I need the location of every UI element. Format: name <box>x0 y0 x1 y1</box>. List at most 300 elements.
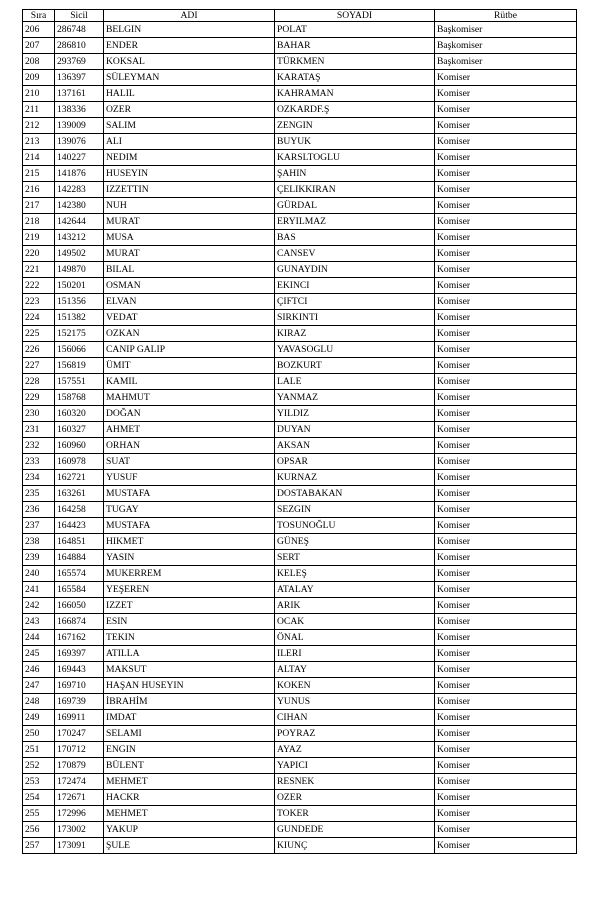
cell-sicil: 164851 <box>55 534 104 550</box>
cell-adi: MURAT <box>104 246 275 262</box>
header-sira: Sıra <box>23 10 55 22</box>
cell-sira: 219 <box>23 230 55 246</box>
cell-rutbe: Komiser <box>435 278 577 294</box>
cell-rutbe: Komiser <box>435 694 577 710</box>
cell-sira: 223 <box>23 294 55 310</box>
cell-sira: 207 <box>23 38 55 54</box>
cell-sicil: 160327 <box>55 422 104 438</box>
cell-adi: IMDAT <box>104 710 275 726</box>
cell-sicil: 160320 <box>55 406 104 422</box>
cell-soyadi: KELEŞ <box>275 566 435 582</box>
cell-adi: MEHMET <box>104 774 275 790</box>
table-row <box>23 454 577 470</box>
cell-soyadi: AKSAN <box>275 438 435 454</box>
table-row <box>23 662 577 678</box>
cell-rutbe: Komiser <box>435 422 577 438</box>
cell-soyadi: CANSEV <box>275 246 435 262</box>
cell-adi: NUH <box>104 198 275 214</box>
cell-rutbe: Komiser <box>435 630 577 646</box>
cell-sicil: 172671 <box>55 790 104 806</box>
cell-sira: 248 <box>23 694 55 710</box>
header-rutbe: Rütbe <box>435 10 577 22</box>
table-row <box>23 550 577 566</box>
cell-rutbe: Komiser <box>435 390 577 406</box>
cell-rutbe: Komiser <box>435 550 577 566</box>
cell-sicil: 172996 <box>55 806 104 822</box>
cell-soyadi: ÇELIKKIRAN <box>275 182 435 198</box>
table-body <box>23 22 577 854</box>
cell-sicil: 151356 <box>55 294 104 310</box>
table-row <box>23 518 577 534</box>
cell-rutbe: Komiser <box>435 214 577 230</box>
table-row <box>23 838 577 854</box>
cell-rutbe: Komiser <box>435 566 577 582</box>
cell-sira: 256 <box>23 822 55 838</box>
cell-sicil: 170712 <box>55 742 104 758</box>
cell-rutbe: Komiser <box>435 406 577 422</box>
cell-sira: 251 <box>23 742 55 758</box>
cell-rutbe: Komiser <box>435 598 577 614</box>
cell-adi: IZZET <box>104 598 275 614</box>
cell-sira: 210 <box>23 86 55 102</box>
cell-soyadi: KOKEN <box>275 678 435 694</box>
table-row <box>23 198 577 214</box>
cell-soyadi: SEZGIN <box>275 502 435 518</box>
table-row <box>23 790 577 806</box>
cell-adi: KOKSAL <box>104 54 275 70</box>
table-row <box>23 86 577 102</box>
cell-adi: ESIN <box>104 614 275 630</box>
cell-sira: 211 <box>23 102 55 118</box>
cell-adi: BÜLENT <box>104 758 275 774</box>
cell-sira: 237 <box>23 518 55 534</box>
cell-sicil: 142380 <box>55 198 104 214</box>
cell-soyadi: GÜNEŞ <box>275 534 435 550</box>
cell-sira: 215 <box>23 166 55 182</box>
cell-sira: 254 <box>23 790 55 806</box>
cell-adi: ŞULE <box>104 838 275 854</box>
cell-sicil: 160978 <box>55 454 104 470</box>
cell-soyadi: TOKER <box>275 806 435 822</box>
cell-soyadi: POYRAZ <box>275 726 435 742</box>
cell-sira: 212 <box>23 118 55 134</box>
cell-rutbe: Komiser <box>435 246 577 262</box>
cell-sicil: 156066 <box>55 342 104 358</box>
cell-adi: YEŞEREN <box>104 582 275 598</box>
cell-adi: ELVAN <box>104 294 275 310</box>
cell-sicil: 286748 <box>55 22 104 38</box>
cell-soyadi: BOZKURT <box>275 358 435 374</box>
cell-adi: MUSTAFA <box>104 486 275 502</box>
cell-adi: MAHMUT <box>104 390 275 406</box>
table-row <box>23 54 577 70</box>
cell-soyadi: LALE <box>275 374 435 390</box>
table-row <box>23 22 577 38</box>
cell-sicil: 165584 <box>55 582 104 598</box>
cell-rutbe: Komiser <box>435 582 577 598</box>
cell-rutbe: Komiser <box>435 198 577 214</box>
cell-sira: 235 <box>23 486 55 502</box>
cell-sicil: 156819 <box>55 358 104 374</box>
cell-rutbe: Komiser <box>435 374 577 390</box>
cell-soyadi: DOSTABAKAN <box>275 486 435 502</box>
cell-adi: HACKR <box>104 790 275 806</box>
table-header-row <box>23 10 577 22</box>
cell-sira: 229 <box>23 390 55 406</box>
cell-sicil: 166050 <box>55 598 104 614</box>
table-row <box>23 566 577 582</box>
cell-sicil: 141876 <box>55 166 104 182</box>
cell-rutbe: Komiser <box>435 678 577 694</box>
cell-rutbe: Komiser <box>435 742 577 758</box>
cell-sira: 227 <box>23 358 55 374</box>
table-row <box>23 150 577 166</box>
table-row <box>23 630 577 646</box>
cell-sira: 250 <box>23 726 55 742</box>
cell-soyadi: CIHAN <box>275 710 435 726</box>
table-row <box>23 758 577 774</box>
cell-sira: 246 <box>23 662 55 678</box>
cell-sicil: 169710 <box>55 678 104 694</box>
cell-sicil: 164884 <box>55 550 104 566</box>
cell-rutbe: Komiser <box>435 790 577 806</box>
cell-rutbe: Komiser <box>435 134 577 150</box>
cell-rutbe: Komiser <box>435 310 577 326</box>
cell-rutbe: Komiser <box>435 166 577 182</box>
cell-sicil: 137161 <box>55 86 104 102</box>
cell-soyadi: BAS <box>275 230 435 246</box>
cell-rutbe: Komiser <box>435 774 577 790</box>
table-row <box>23 342 577 358</box>
cell-soyadi: ILERI <box>275 646 435 662</box>
cell-adi: SUAT <box>104 454 275 470</box>
cell-rutbe: Başkomiser <box>435 22 577 38</box>
table-row <box>23 646 577 662</box>
cell-adi: DOĞAN <box>104 406 275 422</box>
cell-sira: 220 <box>23 246 55 262</box>
cell-rutbe: Komiser <box>435 486 577 502</box>
cell-sira: 238 <box>23 534 55 550</box>
cell-adi: HAŞAN HUSEYIN <box>104 678 275 694</box>
cell-sira: 233 <box>23 454 55 470</box>
cell-soyadi: KURNAZ <box>275 470 435 486</box>
table-row <box>23 246 577 262</box>
cell-soyadi: BAHAR <box>275 38 435 54</box>
table-row <box>23 534 577 550</box>
cell-adi: BELGIN <box>104 22 275 38</box>
cell-sira: 243 <box>23 614 55 630</box>
cell-soyadi: ARIK <box>275 598 435 614</box>
cell-adi: ALI <box>104 134 275 150</box>
cell-sira: 228 <box>23 374 55 390</box>
cell-sira: 257 <box>23 838 55 854</box>
header-soyadi: SOYADI <box>275 10 435 22</box>
cell-sicil: 139076 <box>55 134 104 150</box>
cell-sicil: 149502 <box>55 246 104 262</box>
cell-adi: VEDAT <box>104 310 275 326</box>
cell-adi: SALIM <box>104 118 275 134</box>
cell-sira: 224 <box>23 310 55 326</box>
cell-sira: 208 <box>23 54 55 70</box>
cell-rutbe: Başkomiser <box>435 54 577 70</box>
cell-adi: MAKSUT <box>104 662 275 678</box>
cell-sicil: 169911 <box>55 710 104 726</box>
cell-soyadi: TOSUNOĞLU <box>275 518 435 534</box>
cell-sicil: 142283 <box>55 182 104 198</box>
table-row <box>23 390 577 406</box>
table-row <box>23 70 577 86</box>
cell-rutbe: Komiser <box>435 838 577 854</box>
cell-sicil: 173002 <box>55 822 104 838</box>
cell-soyadi: ATALAY <box>275 582 435 598</box>
table-row <box>23 710 577 726</box>
cell-rutbe: Komiser <box>435 86 577 102</box>
cell-rutbe: Komiser <box>435 150 577 166</box>
table-row <box>23 582 577 598</box>
cell-rutbe: Komiser <box>435 342 577 358</box>
cell-soyadi: KARSLTOGLU <box>275 150 435 166</box>
cell-soyadi: YAVASOGLU <box>275 342 435 358</box>
table-row <box>23 294 577 310</box>
cell-adi: YASIN <box>104 550 275 566</box>
cell-sicil: 166874 <box>55 614 104 630</box>
cell-adi: OSMAN <box>104 278 275 294</box>
cell-rutbe: Komiser <box>435 614 577 630</box>
cell-rutbe: Komiser <box>435 70 577 86</box>
cell-sicil: 169739 <box>55 694 104 710</box>
table-row <box>23 486 577 502</box>
cell-sicil: 167162 <box>55 630 104 646</box>
cell-sicil: 138336 <box>55 102 104 118</box>
cell-sicil: 150201 <box>55 278 104 294</box>
table-row <box>23 614 577 630</box>
table-row <box>23 358 577 374</box>
cell-sira: 253 <box>23 774 55 790</box>
table-row <box>23 406 577 422</box>
cell-soyadi: GUNAYDIN <box>275 262 435 278</box>
cell-sicil: 162721 <box>55 470 104 486</box>
header-adi: ADI <box>104 10 275 22</box>
table-row <box>23 326 577 342</box>
table-row <box>23 182 577 198</box>
cell-sira: 206 <box>23 22 55 38</box>
cell-soyadi: KIUNÇ <box>275 838 435 854</box>
cell-adi: SELAMI <box>104 726 275 742</box>
cell-rutbe: Komiser <box>435 646 577 662</box>
cell-adi: KAMIL <box>104 374 275 390</box>
cell-adi: YUSUF <box>104 470 275 486</box>
cell-sicil: 158768 <box>55 390 104 406</box>
cell-adi: CANIP GALIP <box>104 342 275 358</box>
cell-sicil: 149870 <box>55 262 104 278</box>
cell-rutbe: Komiser <box>435 182 577 198</box>
cell-sira: 241 <box>23 582 55 598</box>
table-row <box>23 726 577 742</box>
cell-adi: NEDIM <box>104 150 275 166</box>
cell-sira: 216 <box>23 182 55 198</box>
cell-rutbe: Komiser <box>435 326 577 342</box>
table-row <box>23 134 577 150</box>
cell-sira: 242 <box>23 598 55 614</box>
cell-rutbe: Başkomiser <box>435 38 577 54</box>
table-row <box>23 806 577 822</box>
cell-sicil: 139009 <box>55 118 104 134</box>
cell-rutbe: Komiser <box>435 358 577 374</box>
cell-adi: TEKIN <box>104 630 275 646</box>
cell-soyadi: YUNUS <box>275 694 435 710</box>
table-row <box>23 598 577 614</box>
cell-sira: 213 <box>23 134 55 150</box>
table-row <box>23 278 577 294</box>
cell-soyadi: YAPICI <box>275 758 435 774</box>
table-row <box>23 438 577 454</box>
cell-sira: 217 <box>23 198 55 214</box>
cell-soyadi: KIRAZ <box>275 326 435 342</box>
cell-adi: MUSA <box>104 230 275 246</box>
cell-soyadi: OPSAR <box>275 454 435 470</box>
table-row <box>23 38 577 54</box>
cell-sira: 255 <box>23 806 55 822</box>
cell-soyadi: GÜRDAL <box>275 198 435 214</box>
cell-soyadi: RESNEK <box>275 774 435 790</box>
cell-adi: ORHAN <box>104 438 275 454</box>
cell-rutbe: Komiser <box>435 758 577 774</box>
cell-rutbe: Komiser <box>435 438 577 454</box>
cell-adi: ENGIN <box>104 742 275 758</box>
cell-sira: 244 <box>23 630 55 646</box>
cell-sira: 252 <box>23 758 55 774</box>
cell-soyadi: ALTAY <box>275 662 435 678</box>
cell-adi: SÜLEYMAN <box>104 70 275 86</box>
cell-sira: 209 <box>23 70 55 86</box>
cell-soyadi: BUYUK <box>275 134 435 150</box>
table-row <box>23 102 577 118</box>
cell-sicil: 160960 <box>55 438 104 454</box>
cell-rutbe: Komiser <box>435 102 577 118</box>
cell-adi: ATILLA <box>104 646 275 662</box>
cell-sira: 226 <box>23 342 55 358</box>
cell-sicil: 165574 <box>55 566 104 582</box>
cell-soyadi: ERYILMAZ <box>275 214 435 230</box>
cell-rutbe: Komiser <box>435 502 577 518</box>
table-row <box>23 230 577 246</box>
cell-rutbe: Komiser <box>435 294 577 310</box>
table-row <box>23 774 577 790</box>
table-row <box>23 742 577 758</box>
cell-adi: İBRAHİM <box>104 694 275 710</box>
cell-sira: 214 <box>23 150 55 166</box>
cell-soyadi: ÇIFTCI <box>275 294 435 310</box>
table-row <box>23 502 577 518</box>
cell-adi: HUSEYIN <box>104 166 275 182</box>
personnel-table <box>22 9 577 854</box>
table-row <box>23 822 577 838</box>
cell-adi: HIKMET <box>104 534 275 550</box>
cell-sira: 225 <box>23 326 55 342</box>
cell-rutbe: Komiser <box>435 454 577 470</box>
cell-sicil: 169397 <box>55 646 104 662</box>
cell-rutbe: Komiser <box>435 534 577 550</box>
table-row <box>23 262 577 278</box>
cell-soyadi: GUNDEDE <box>275 822 435 838</box>
cell-sira: 239 <box>23 550 55 566</box>
table-row <box>23 694 577 710</box>
cell-adi: OZER <box>104 102 275 118</box>
cell-sicil: 136397 <box>55 70 104 86</box>
cell-soyadi: ÖNAL <box>275 630 435 646</box>
cell-sicil: 140227 <box>55 150 104 166</box>
table-row <box>23 118 577 134</box>
header-sicil: Sicil <box>55 10 104 22</box>
cell-soyadi: KARATAŞ <box>275 70 435 86</box>
cell-sicil: 293769 <box>55 54 104 70</box>
cell-adi: MUKERREM <box>104 566 275 582</box>
cell-soyadi: AYAZ <box>275 742 435 758</box>
cell-sira: 234 <box>23 470 55 486</box>
cell-sicil: 143212 <box>55 230 104 246</box>
cell-sicil: 152175 <box>55 326 104 342</box>
cell-soyadi: EKINCI <box>275 278 435 294</box>
cell-sicil: 170879 <box>55 758 104 774</box>
cell-sicil: 163261 <box>55 486 104 502</box>
cell-rutbe: Komiser <box>435 726 577 742</box>
table-row <box>23 214 577 230</box>
cell-soyadi: ZENGIN <box>275 118 435 134</box>
cell-adi: ÜMIT <box>104 358 275 374</box>
cell-rutbe: Komiser <box>435 470 577 486</box>
cell-sira: 221 <box>23 262 55 278</box>
cell-rutbe: Komiser <box>435 806 577 822</box>
cell-adi: IZZETTIN <box>104 182 275 198</box>
cell-adi: MUSTAFA <box>104 518 275 534</box>
table-row <box>23 470 577 486</box>
cell-sira: 245 <box>23 646 55 662</box>
cell-rutbe: Komiser <box>435 118 577 134</box>
cell-adi: AHMET <box>104 422 275 438</box>
cell-rutbe: Komiser <box>435 822 577 838</box>
cell-rutbe: Komiser <box>435 662 577 678</box>
cell-soyadi: POLAT <box>275 22 435 38</box>
cell-adi: OZKAN <box>104 326 275 342</box>
cell-adi: HALIL <box>104 86 275 102</box>
cell-soyadi: TÜRKMEN <box>275 54 435 70</box>
cell-sira: 218 <box>23 214 55 230</box>
table-row <box>23 678 577 694</box>
cell-sira: 240 <box>23 566 55 582</box>
cell-soyadi: YILDIZ <box>275 406 435 422</box>
cell-soyadi: YANMAZ <box>275 390 435 406</box>
cell-sicil: 164423 <box>55 518 104 534</box>
cell-sira: 230 <box>23 406 55 422</box>
cell-soyadi: OZER <box>275 790 435 806</box>
table-row <box>23 166 577 182</box>
cell-sira: 249 <box>23 710 55 726</box>
table-row <box>23 374 577 390</box>
cell-sira: 232 <box>23 438 55 454</box>
cell-adi: BILAL <box>104 262 275 278</box>
cell-adi: TUGAY <box>104 502 275 518</box>
cell-rutbe: Komiser <box>435 710 577 726</box>
cell-sicil: 170247 <box>55 726 104 742</box>
cell-sira: 222 <box>23 278 55 294</box>
cell-sira: 231 <box>23 422 55 438</box>
cell-rutbe: Komiser <box>435 262 577 278</box>
cell-sira: 247 <box>23 678 55 694</box>
cell-soyadi: ŞAHIN <box>275 166 435 182</box>
cell-rutbe: Komiser <box>435 518 577 534</box>
cell-adi: MEHMET <box>104 806 275 822</box>
cell-adi: ENDER <box>104 38 275 54</box>
